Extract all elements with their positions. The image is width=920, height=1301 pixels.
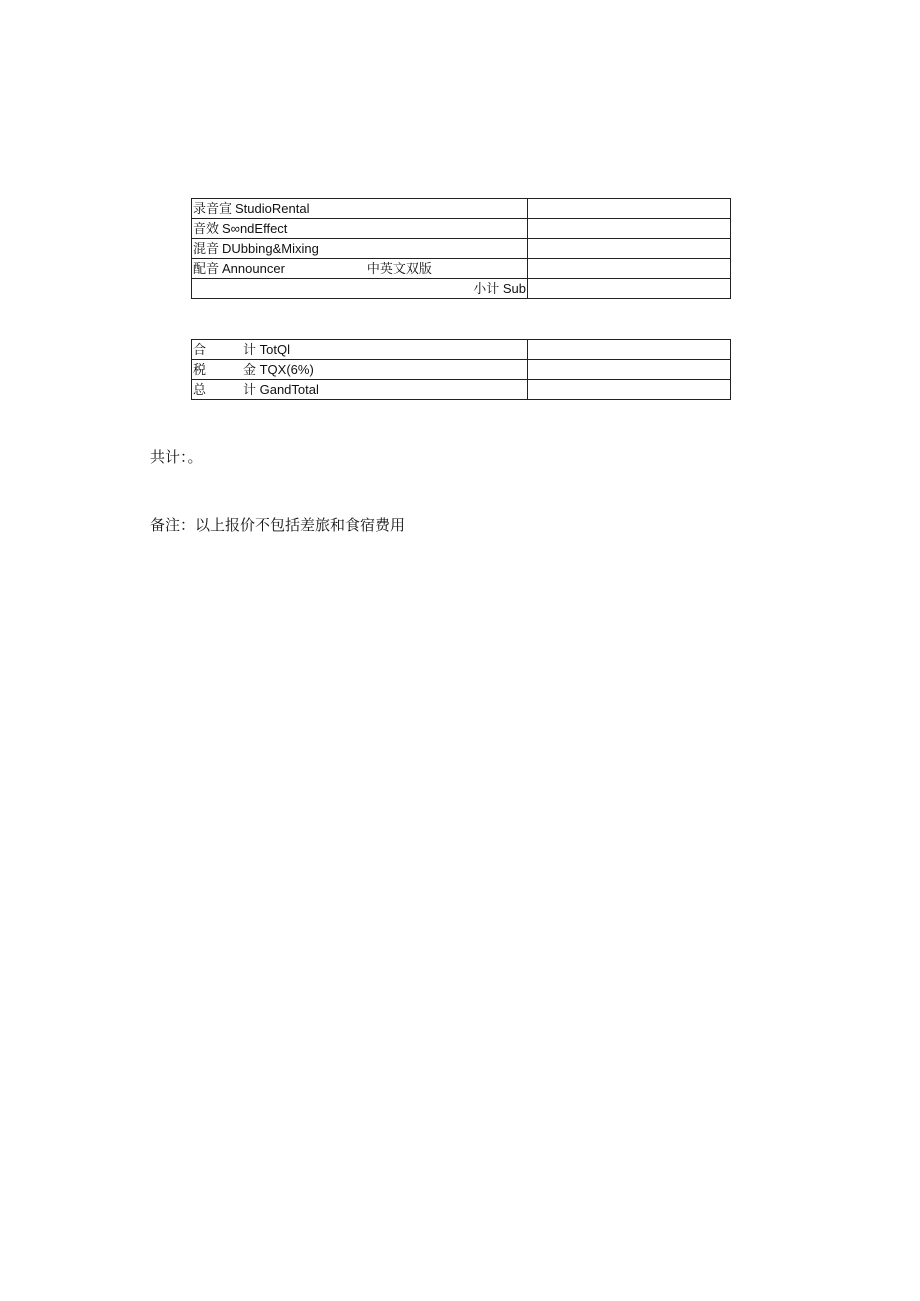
table-row [192,239,731,259]
tax-description [192,360,528,380]
table-row [192,259,731,279]
grand-total-cn-label: 总 [193,382,207,397]
item-en-label: Announcer [222,261,285,276]
remark-text: 备注：以上报价不包括差旅和食宿费用 [150,517,406,534]
tax-en-label: 金 TQX(6%) [243,362,314,377]
item-description [192,239,528,259]
table-row [192,340,731,360]
table-row [192,360,731,380]
tax-cn-label: 税 [193,362,207,377]
total-en-label: 计 TotQl [243,342,290,357]
table-row [192,219,731,239]
item-en-label: S∞ndEffect [222,221,288,236]
item-amount [528,199,731,219]
summary-text: 共计：。 [150,449,203,466]
tax-amount [528,360,731,380]
items-table [191,198,731,299]
total-amount [528,340,731,360]
table-row [192,199,731,219]
item-cn-label: 混音 [193,241,220,256]
item-cn-label: 音效 [193,221,220,236]
grand-total-description [192,380,528,400]
subtotal-label: 小计 Sub [192,279,528,299]
item-note: 中英文双版 [366,261,432,276]
item-description [192,219,528,239]
item-amount [528,259,731,279]
item-description [192,199,528,219]
item-amount [528,219,731,239]
item-en-label: DUbbing&Mixing [222,241,319,256]
grand-total-amount [528,380,731,400]
total-description [192,340,528,360]
total-cn-label: 合 [193,342,207,357]
table-row [192,380,731,400]
item-description [192,259,528,279]
subtotal-row [192,279,731,299]
item-cn-label: 录音宣 [193,201,233,216]
grand-total-en-label: 计 GandTotal [243,382,319,397]
item-cn-label: 配音 [193,261,220,276]
subtotal-amount [528,279,731,299]
totals-table [191,339,731,400]
item-amount [528,239,731,259]
item-en-label: StudioRental [235,201,310,216]
